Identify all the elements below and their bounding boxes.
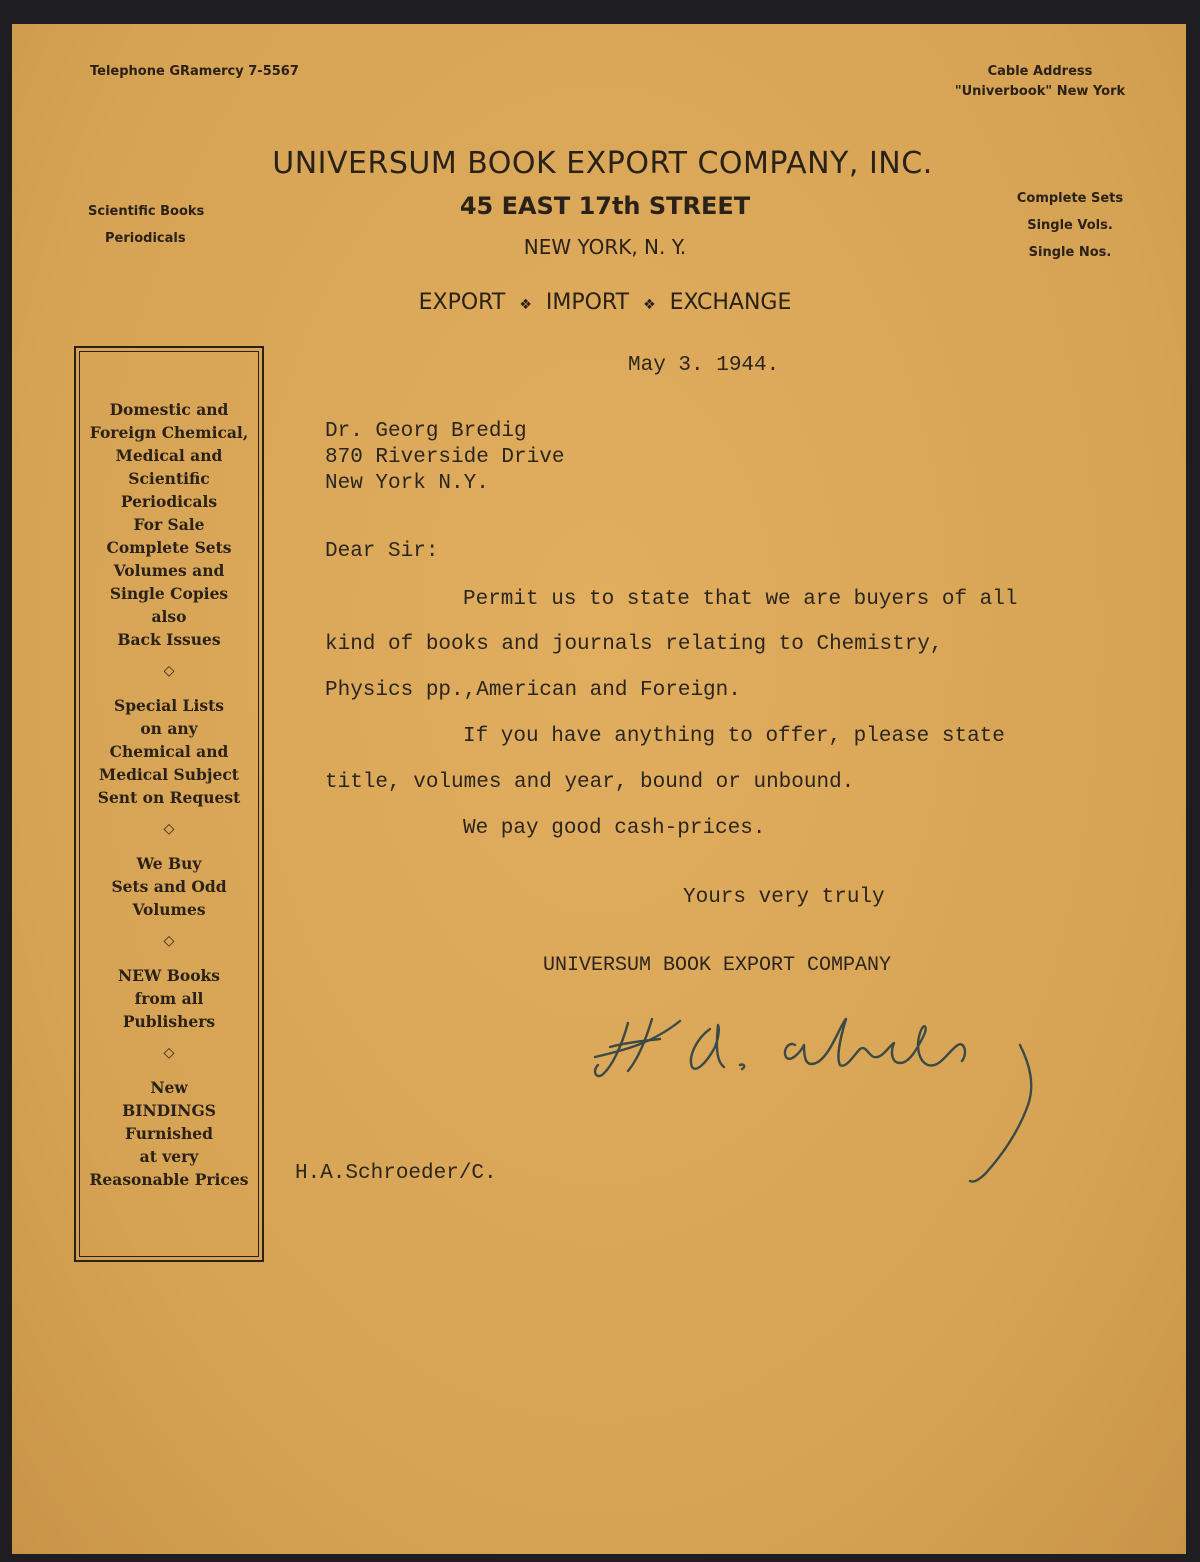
sidebar-line: Volumes and [113, 561, 225, 580]
recipient-name: Dr. Georg Bredig [325, 420, 527, 443]
sidebar-line: from all [134, 989, 204, 1008]
sidebar-line: Furnished [124, 1124, 214, 1143]
trade-export: EXPORT [418, 290, 506, 315]
telephone-number: Telephone GRamercy 7-5567 [90, 64, 299, 79]
trade-exchange: EXCHANGE [669, 290, 792, 315]
sidebar-line: Foreign Chemical, [89, 423, 249, 442]
signature-company: UNIVERSUM BOOK EXPORT COMPANY [543, 954, 892, 977]
company-city: NEW YORK, N. Y. [523, 235, 687, 259]
sidebar-line: Periodicals [120, 492, 218, 511]
letter-date: May 3. 1944. [628, 354, 780, 377]
sidebar-line: Back Issues [117, 630, 221, 649]
body-line: kind of books and journals relating to Chemistry, [325, 633, 943, 656]
sidebar-line: also [151, 607, 187, 626]
body-line: title, volumes and year, bound or unbound. [325, 771, 855, 794]
sidebar-section-periodicals [76, 348, 262, 651]
right-tag-single-vols: Single Vols. [1027, 218, 1113, 233]
sidebar-line: Complete Sets [106, 538, 232, 557]
body-line: Permit us to state that we are buyers of all [463, 588, 1018, 611]
sidebar-section-bindings [76, 1076, 262, 1191]
right-tag-complete-sets: Complete Sets [1016, 191, 1124, 206]
sidebar-line: For Sale [133, 515, 205, 534]
sidebar-section-we-buy [76, 852, 262, 921]
diamond-divider-icon: ◇ [163, 1046, 175, 1061]
sidebar-line: NEW Books [117, 966, 221, 985]
body-line: We pay good cash-prices. [463, 817, 766, 840]
sidebar-line: Publishers [122, 1012, 216, 1031]
separator-icon: ❖ [643, 297, 656, 313]
diamond-divider-icon: ◇ [163, 664, 175, 679]
handwritten-signature [590, 1005, 1080, 1195]
trade-import: IMPORT [545, 290, 630, 315]
sidebar-line: Domestic and [109, 400, 229, 419]
sidebar-line: Special Lists [114, 696, 224, 715]
sidebar-line: Medical and [115, 446, 223, 465]
sidebar-line: at very [139, 1147, 199, 1166]
separator-icon: ❖ [519, 297, 532, 313]
sidebar-line: on any [140, 719, 198, 738]
right-tag-single-nos: Single Nos. [1028, 245, 1112, 260]
cable-address-label: Cable Address [987, 64, 1093, 79]
sidebar-section-special-lists [76, 694, 262, 809]
sidebar-line: Chemical and [109, 742, 229, 761]
reference-initials: H.A.Schroeder/C. [295, 1162, 497, 1185]
body-line: Physics pp.,American and Foreign. [325, 679, 741, 702]
cable-address-value: "Univerbook" New York [954, 84, 1126, 99]
services-sidebar [74, 346, 264, 1262]
trade-line [300, 290, 910, 315]
sidebar-section-new-books [76, 964, 262, 1033]
left-tag-scientific-books: Scientific Books [88, 204, 205, 219]
sidebar-line: Medical Subject [99, 765, 239, 784]
sidebar-line: Sent on Request [97, 788, 241, 807]
body-line: If you have anything to offer, please state [463, 725, 1005, 748]
company-name: UNIVERSUM BOOK EXPORT COMPANY, INC. [272, 146, 933, 181]
company-address: 45 EAST 17th STREET [459, 192, 751, 220]
diamond-divider-icon: ◇ [163, 822, 175, 837]
recipient-city: New York N.Y. [325, 472, 489, 495]
sidebar-line: New [150, 1078, 188, 1097]
sidebar-line: Volumes [132, 900, 206, 919]
salutation: Dear Sir: [325, 540, 439, 563]
sidebar-line: Single Copies [109, 584, 229, 603]
closing: Yours very truly [683, 886, 885, 909]
sidebar-line: We Buy [136, 854, 202, 873]
left-tag-periodicals: Periodicals [105, 231, 186, 246]
sidebar-line: Scientific [128, 469, 210, 488]
sidebar-line: Sets and Odd [111, 877, 227, 896]
recipient-street: 870 Riverside Drive [325, 446, 565, 469]
sidebar-line: Reasonable Prices [89, 1170, 249, 1189]
sidebar-line: BINDINGS [122, 1101, 216, 1120]
diamond-divider-icon: ◇ [163, 934, 175, 949]
